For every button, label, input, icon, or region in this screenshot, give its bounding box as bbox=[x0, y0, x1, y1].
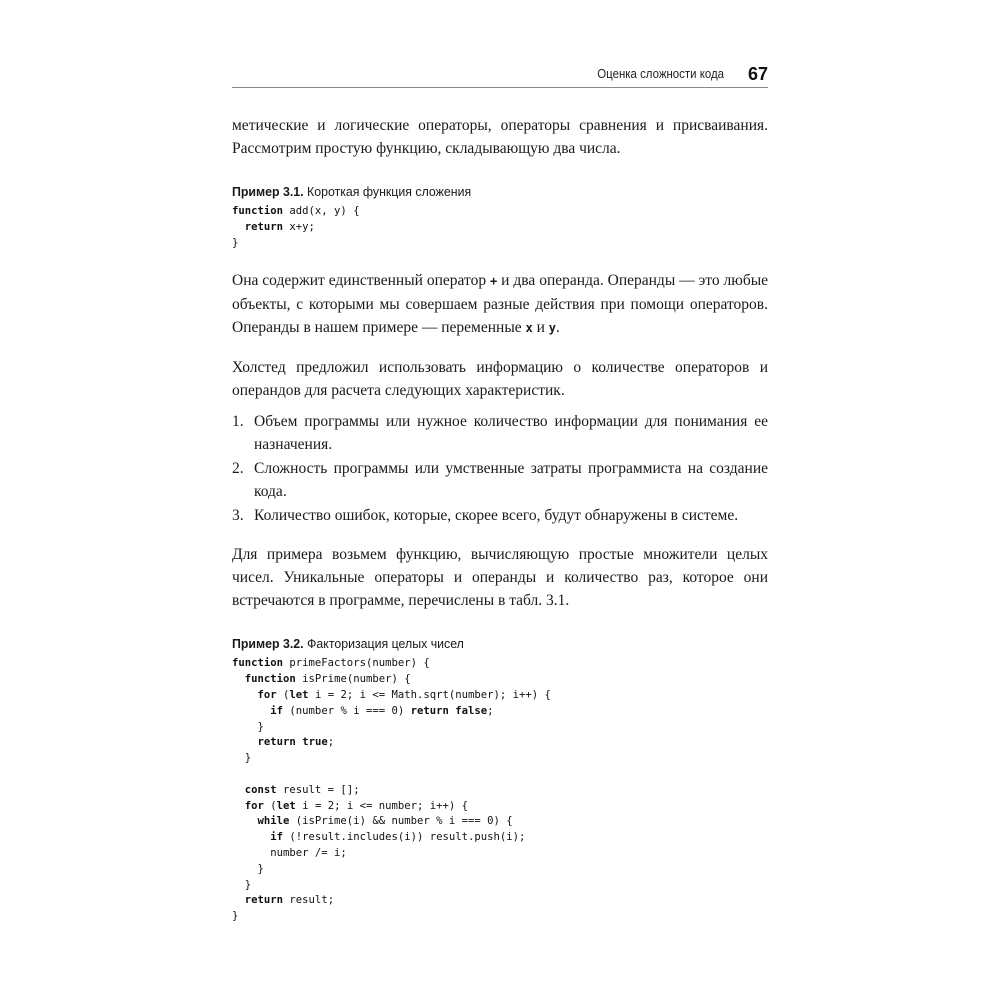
code-line: } bbox=[232, 878, 252, 891]
code-line: } bbox=[232, 910, 239, 923]
inline-code-x: x bbox=[525, 321, 533, 336]
code-line: for (let i = 2; i <= Math.sqrt(number); i++) { bbox=[257, 688, 551, 701]
example-3-1-caption bbox=[232, 184, 741, 199]
example-3-2-caption bbox=[232, 636, 741, 651]
code-line: return x+y; bbox=[244, 220, 315, 233]
code-line: function add(x, y) { bbox=[232, 205, 360, 217]
paragraph-example-intro: Для примера возьмем функцию, вычисляющую простые множители целых чисел. Уникальные операторы и операнды и количество раз, которое они встречаются в программе, перечислены в табл. 3.1. bbox=[232, 546, 768, 610]
page-number: 67 bbox=[747, 64, 768, 84]
list-item bbox=[232, 457, 768, 503]
code-listing-3-1 bbox=[232, 204, 768, 251]
example-label: Пример 3.1. bbox=[232, 184, 304, 199]
text-segment: . bbox=[556, 319, 560, 337]
code-line: number /= i; bbox=[232, 846, 347, 859]
code-listing-3-2 bbox=[232, 656, 768, 925]
list-item-number: 2. bbox=[232, 460, 244, 478]
text-segment: и два операнда. Операнды — это любые объекты, с которыми мы совершаем разные действия при помощи операторов. Операнды в нашем примере — переменные bbox=[232, 272, 768, 337]
code-line: if (number % i === 0) return false; bbox=[270, 704, 494, 717]
code-line: } bbox=[232, 236, 239, 249]
code-line: function isPrime(number) { bbox=[244, 673, 411, 686]
paragraph-halstead: Холстед предложил использовать информацию о количестве операторов и операндов для расчета следующих характеристик. bbox=[232, 359, 768, 400]
list-item-text: Количество ошибок, которые, скорее всего, будут обнаружены в системе. bbox=[254, 507, 739, 525]
inline-code-plus: + bbox=[490, 274, 498, 289]
text-segment: и bbox=[532, 319, 549, 337]
code-line: } bbox=[232, 720, 264, 733]
list-item bbox=[232, 504, 768, 527]
code-line: return result; bbox=[244, 894, 335, 907]
example-title: Факторизация целых чисел bbox=[307, 636, 464, 652]
inline-code-y: y bbox=[548, 321, 557, 336]
code-line: for (let i = 2; i <= number; i++) { bbox=[244, 799, 469, 812]
code-line: } bbox=[232, 862, 264, 875]
chapter-running-title: Оценка сложности кода bbox=[597, 66, 724, 81]
code-line: function primeFactors(number) { bbox=[232, 657, 430, 670]
code-line bbox=[232, 767, 768, 783]
code-line: const result = []; bbox=[244, 783, 360, 796]
list-item bbox=[232, 410, 768, 456]
example-title: Короткая функция сложения bbox=[307, 184, 472, 199]
code-line: return true; bbox=[257, 736, 335, 749]
list-item-text: Сложность программы или умственные затраты программиста на создание кода. bbox=[254, 460, 768, 501]
paragraph-intro: метические и логические операторы, операторы сравнения и присваивания. Рассмотрим простую функцию, складывающую два числа. bbox=[232, 117, 768, 157]
paragraph-operands bbox=[232, 269, 768, 340]
characteristics-list bbox=[232, 410, 768, 527]
list-item-text: Объем программы или нужное количество информации для понимания ее назначения. bbox=[254, 413, 768, 454]
running-header bbox=[232, 58, 768, 88]
book-page bbox=[232, 58, 768, 925]
list-item-number: 1. bbox=[232, 413, 244, 431]
example-label: Пример 3.2. bbox=[232, 636, 304, 652]
code-line: if (!result.includes(i)) result.push(i); bbox=[270, 831, 526, 844]
code-line: while (isPrime(i) && number % i === 0) { bbox=[257, 815, 513, 828]
list-item-number: 3. bbox=[232, 507, 244, 525]
text-segment: Она содержит единственный оператор bbox=[232, 272, 491, 290]
code-line: } bbox=[232, 752, 252, 765]
